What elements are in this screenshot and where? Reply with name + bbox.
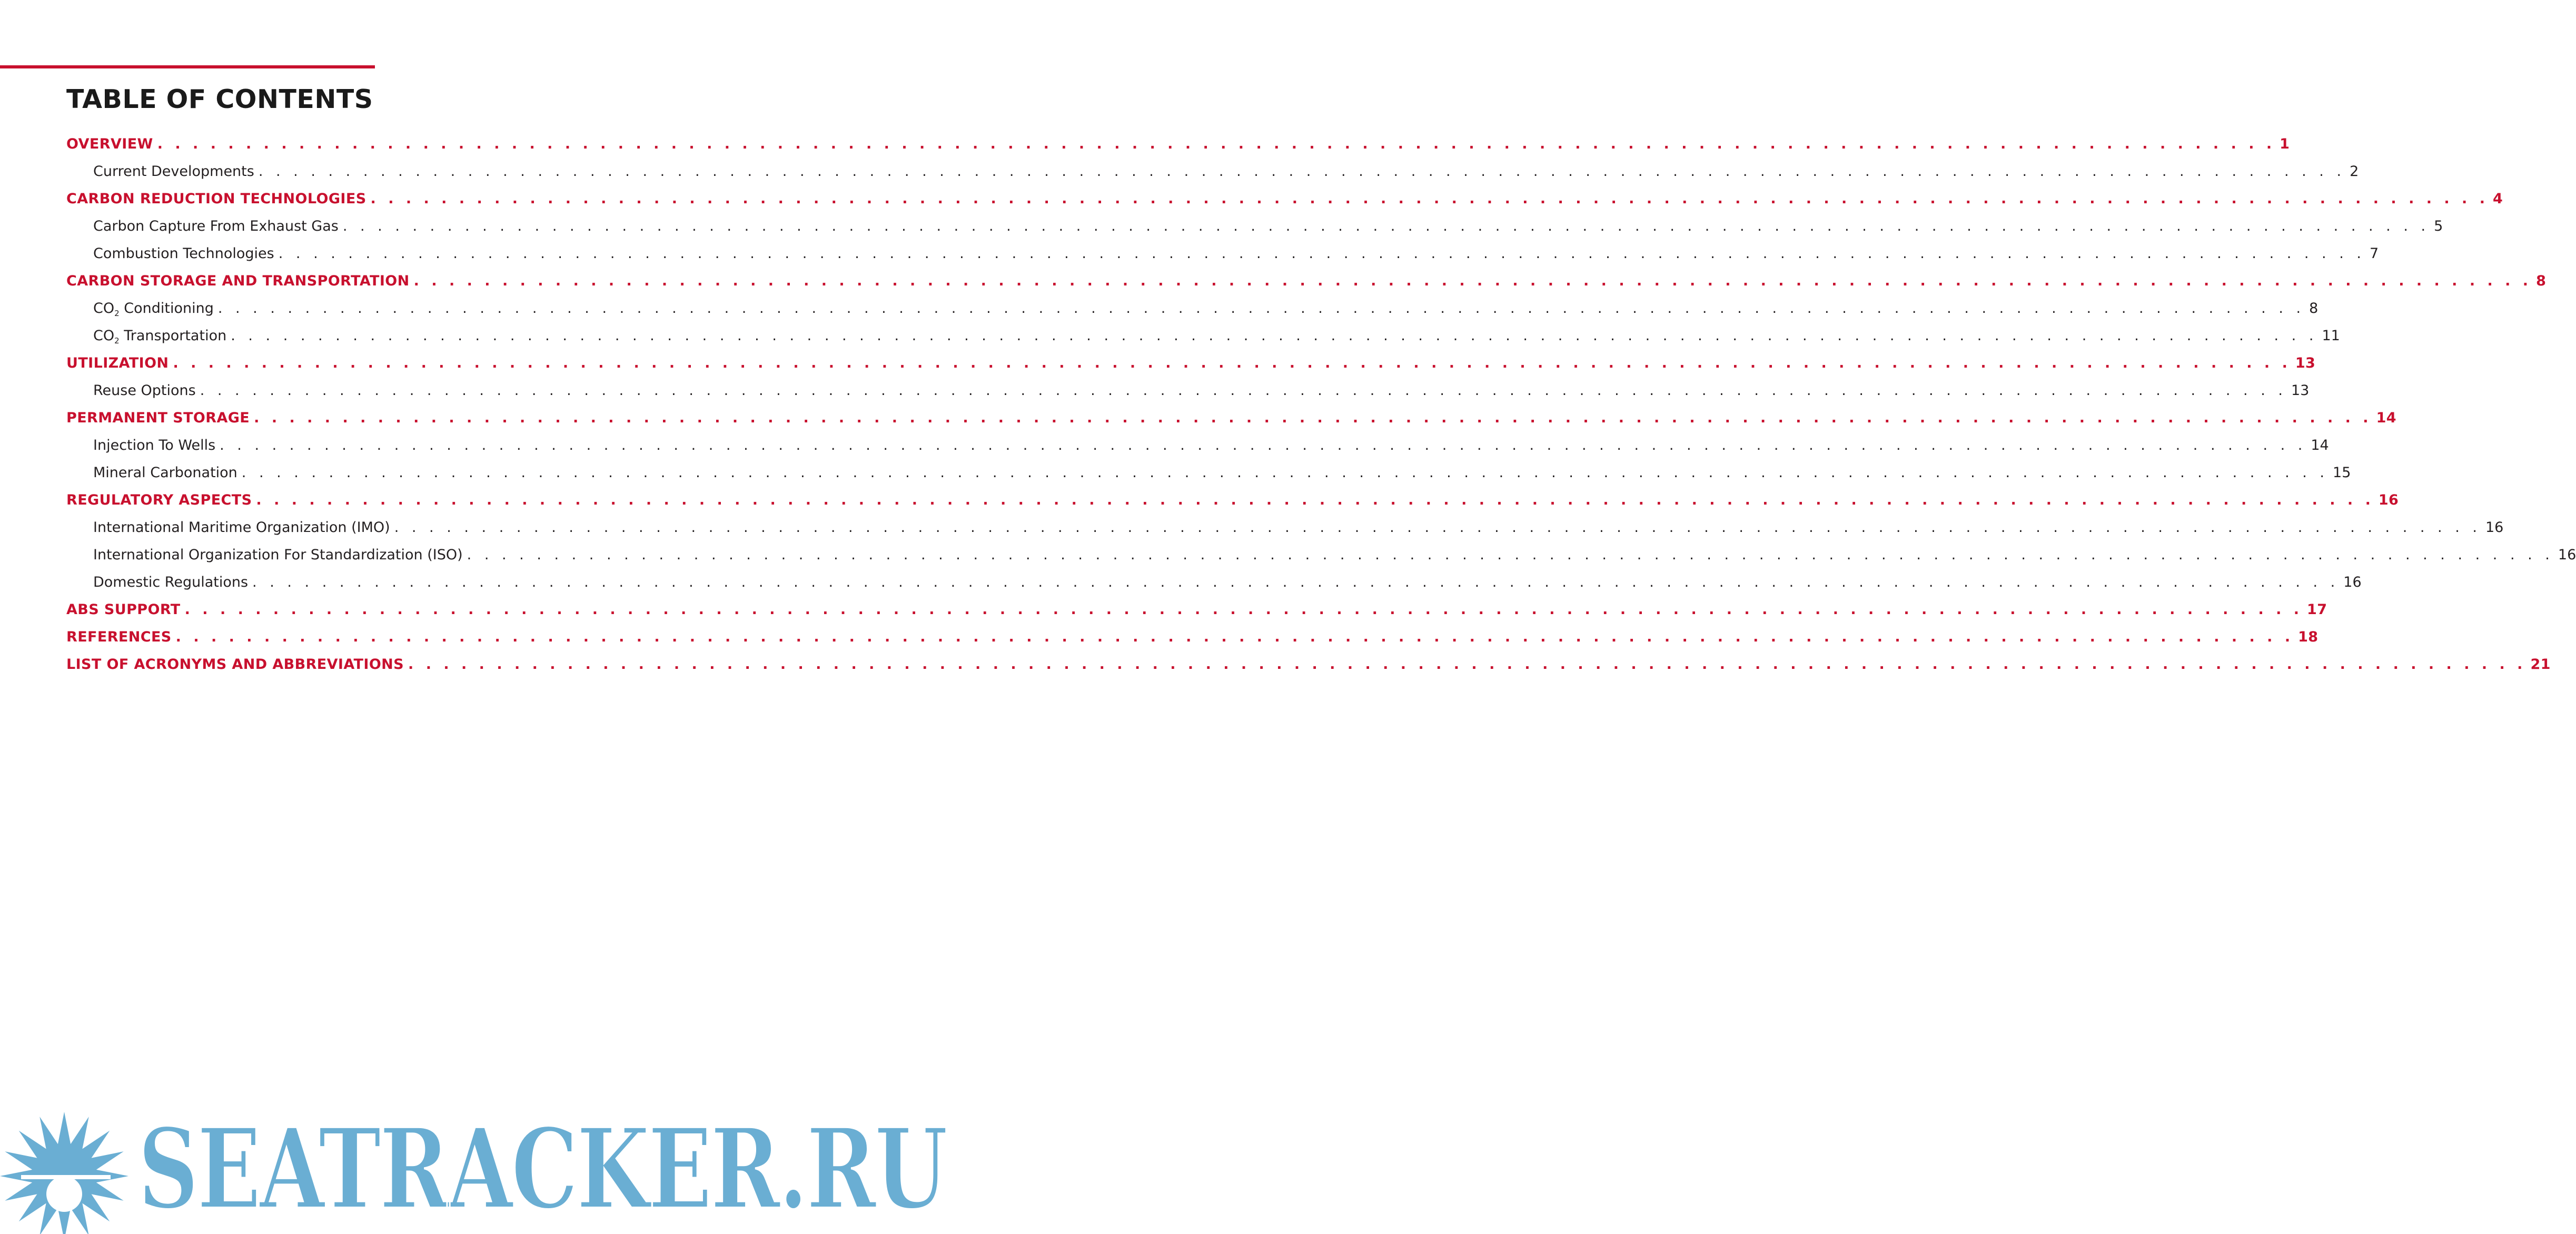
page-title: TABLE OF CONTENTS bbox=[66, 84, 373, 114]
toc-page-number: 11 bbox=[2322, 328, 2340, 344]
toc-page-number: 17 bbox=[2307, 601, 2327, 618]
toc-entry-label-subscript: 2 bbox=[114, 336, 120, 345]
toc-dot-leader: . . . . . . . . . . . . . . . . . . . . . . . . . . . . . . . . . . . . . . . . . . . . . . . . . . . . . . . . . . . . . . . . . . . . . . . . . . . . . . . . . . . . . . . . . . . . . . . . . . . . . . . . . . . . . . . . . . . . . . . . bbox=[173, 355, 2291, 371]
toc-entry-label: Carbon Capture From Exhaust Gas bbox=[93, 218, 339, 234]
toc-entry-label-suffix: Transportation bbox=[119, 328, 227, 344]
toc-section-entry[interactable] bbox=[66, 350, 2316, 377]
toc-dot-leader: . . . . . . . . . . . . . . . . . . . . . . . . . . . . . . . . . . . . . . . . . . . . . . . . . . . . . . . . . . . . . . . . . . . . . . . . . . . . . . . . . . . . . . . . . . . . . . . . . . . . . . . . . . . . . . . . . . . . . . . . bbox=[370, 191, 2489, 207]
toc-dot-leader: . . . . . . . . . . . . . . . . . . . . . . . . . . . . . . . . . . . . . . . . . . . . . . . . . . . . . . . . . . . . . . . . . . . . . . . . . . . . . . . . . . . . . . . . . . . . . . . . . . . . . . . . . . . . . . . . . . . . . . . . bbox=[175, 629, 2294, 645]
toc-entry-label: PERMANENT STORAGE bbox=[66, 410, 250, 426]
toc-section-entry[interactable] bbox=[66, 651, 2551, 678]
toc-page-number: 1 bbox=[2280, 136, 2290, 152]
toc-entry-label: CARBON STORAGE AND TRANSPORTATION bbox=[66, 273, 410, 289]
toc-dot-leader: . . . . . . . . . . . . . . . . . . . . . . . . . . . . . . . . . . . . . . . . . . . . . . . . . . . . . . . . . . . . . . . . . . . . . . . . . . . . . . . . . . . . . . . . . . . . . . . . . . . . . . . . . . . . . . . . . . . . . . . . bbox=[252, 574, 2340, 590]
toc-dot-leader: . . . . . . . . . . . . . . . . . . . . . . . . . . . . . . . . . . . . . . . . . . . . . . . . . . . . . . . . . . . . . . . . . . . . . . . . . . . . . . . . . . . . . . . . . . . . . . . . . . . . . . . . . . . . . . . . . . . . . . . . bbox=[231, 328, 2318, 344]
toc-subsection-entry[interactable] bbox=[66, 377, 2310, 404]
toc-page-number: 21 bbox=[2530, 656, 2551, 673]
toc-dot-leader: . . . . . . . . . . . . . . . . . . . . . . . . . . . . . . . . . . . . . . . . . . . . . . . . . . . . . . . . . . . . . . . . . . . . . . . . . . . . . . . . . . . . . . . . . . . . . . . . . . . . . . . . . . . . . . . . . . . . . . . . bbox=[278, 245, 2365, 262]
toc-section-entry[interactable] bbox=[66, 185, 2503, 213]
toc-entry-label-prefix: CO bbox=[93, 300, 115, 317]
toc-section-entry[interactable] bbox=[66, 268, 2547, 295]
sun-icon bbox=[0, 1105, 136, 1232]
toc-dot-leader: . . . . . . . . . . . . . . . . . . . . . . . . . . . . . . . . . . . . . . . . . . . . . . . . . . . . . . . . . . . . . . . . . . . . . . . . . . . . . . . . . . . . . . . . . . . . . . . . . . . . . . . . . . . . . . . . . . . . . . . . bbox=[258, 163, 2346, 180]
toc-dot-leader: . . . . . . . . . . . . . . . . . . . . . . . . . . . . . . . . . . . . . . . . . . . . . . . . . . . . . . . . . . . . . . . . . . . . . . . . . . . . . . . . . . . . . . . . . . . . . . . . . . . . . . . . . . . . . . . . . . . . . . . . bbox=[220, 437, 2307, 453]
toc-subsection-entry[interactable] bbox=[66, 213, 2443, 240]
toc-section-entry[interactable] bbox=[66, 624, 2319, 651]
toc-page-number: 13 bbox=[2291, 382, 2310, 399]
toc-subsection-entry[interactable] bbox=[66, 569, 2362, 596]
toc-section-entry[interactable] bbox=[66, 487, 2399, 514]
toc-entry-label: International Maritime Organization (IMO) bbox=[93, 519, 390, 536]
toc-page-number: 8 bbox=[2536, 273, 2547, 289]
toc-dot-leader: . . . . . . . . . . . . . . . . . . . . . . . . . . . . . . . . . . . . . . . . . . . . . . . . . . . . . . . . . . . . . . . . . . . . . . . . . . . . . . . . . . . . . . . . . . . . . . . . . . . . . . . . . . . . . . . . . . . . . . . . bbox=[200, 382, 2287, 399]
toc-subsection-entry[interactable] bbox=[66, 240, 2379, 268]
toc-entry-label-subscript: 2 bbox=[114, 309, 120, 318]
toc-section-entry[interactable] bbox=[66, 404, 2396, 432]
toc-entry-label: Mineral Carbonation bbox=[93, 465, 237, 481]
toc-page-number: 2 bbox=[2350, 163, 2359, 180]
toc-subsection-entry[interactable] bbox=[66, 459, 2351, 487]
toc-dot-leader: . . . . . . . . . . . . . . . . . . . . . . . . . . . . . . . . . . . . . . . . . . . . . . . . . . . . . . . . . . . . . . . . . . . . . . . . . . . . . . . . . . . . . . . . . . . . . . . . . . . . . . . . . . . . . . . . . . . . . . . . bbox=[408, 656, 2527, 673]
toc-entry-label: Injection To Wells bbox=[93, 437, 216, 453]
toc-dot-leader: . . . . . . . . . . . . . . . . . . . . . . . . . . . . . . . . . . . . . . . . . . . . . . . . . . . . . . . . . . . . . . . . . . . . . . . . . . . . . . . . . . . . . . . . . . . . . . . . . . . . . . . . . . . . . . . . . . . . . . . . bbox=[217, 300, 2305, 317]
toc-page-number: 5 bbox=[2434, 218, 2443, 234]
toc-entry-label: REFERENCES bbox=[66, 629, 172, 645]
toc-dot-leader: . . . . . . . . . . . . . . . . . . . . . . . . . . . . . . . . . . . . . . . . . . . . . . . . . . . . . . . . . . . . . . . . . . . . . . . . . . . . . . . . . . . . . . . . . . . . . . . . . . . . . . . . . . . . . . . . . . . . . . . . bbox=[184, 601, 2303, 618]
toc-page-number: 14 bbox=[2376, 410, 2396, 426]
toc-dot-leader: . . . . . . . . . . . . . . . . . . . . . . . . . . . . . . . . . . . . . . . . . . . . . . . . . . . . . . . . . . . . . . . . . . . . . . . . . . . . . . . . . . . . . . . . . . . . . . . . . . . . . . . . . . . . . . . . . . . . . . . . bbox=[241, 465, 2329, 481]
toc-entry-label: OVERVIEW bbox=[66, 136, 153, 152]
toc-entry-label-suffix: Conditioning bbox=[119, 300, 214, 317]
toc-subsection-entry[interactable] bbox=[66, 322, 2340, 350]
toc-entry-label-prefix: CO bbox=[93, 328, 115, 344]
toc-entry-label: CARBON REDUCTION TECHNOLOGIES bbox=[66, 191, 366, 207]
toc-page-number: 18 bbox=[2298, 629, 2319, 645]
toc-subsection-entry[interactable] bbox=[66, 541, 2576, 569]
toc-dot-leader: . . . . . . . . . . . . . . . . . . . . . . . . . . . . . . . . . . . . . . . . . . . . . . . . . . . . . . . . . . . . . . . . . . . . . . . . . . . . . . . . . . . . . . . . . . . . . . . . . . . . . . . . . . . . . . . . . . . . . . . . bbox=[394, 519, 2481, 536]
toc-dot-leader: . . . . . . . . . . . . . . . . . . . . . . . . . . . . . . . . . . . . . . . . . . . . . . . . . . . . . . . . . . . . . . . . . . . . . . . . . . . . . . . . . . . . . . . . . . . . . . . . . . . . . . . . . . . . . . . . . . . . . . . . bbox=[467, 547, 2554, 563]
toc-entry-label: International Organization For Standardization (ISO) bbox=[93, 547, 463, 563]
watermark-text: SEATRACKER.RU bbox=[138, 1104, 947, 1234]
toc-subsection-entry[interactable] bbox=[66, 432, 2329, 459]
toc-page-number: 15 bbox=[2333, 465, 2351, 481]
table-of-contents bbox=[66, 131, 2576, 678]
toc-page-number: 16 bbox=[2343, 574, 2362, 590]
toc-page-number: 14 bbox=[2311, 437, 2329, 453]
toc-section-entry[interactable] bbox=[66, 131, 2290, 158]
toc-entry-label: Current Developments bbox=[93, 163, 254, 180]
toc-page-number: 16 bbox=[2485, 519, 2504, 536]
toc-dot-leader: . . . . . . . . . . . . . . . . . . . . . . . . . . . . . . . . . . . . . . . . . . . . . . . . . . . . . . . . . . . . . . . . . . . . . . . . . . . . . . . . . . . . . . . . . . . . . . . . . . . . . . . . . . . . . . . . . . . . . . . . bbox=[256, 492, 2374, 508]
toc-page-number: 8 bbox=[2309, 300, 2319, 317]
toc-entry-label: UTILIZATION bbox=[66, 355, 169, 371]
toc-dot-leader: . . . . . . . . . . . . . . . . . . . . . . . . . . . . . . . . . . . . . . . . . . . . . . . . . . . . . . . . . . . . . . . . . . . . . . . . . . . . . . . . . . . . . . . . . . . . . . . . . . . . . . . . . . . . . . . . . . . . . . . . bbox=[157, 136, 2276, 152]
toc-page-number: 16 bbox=[2378, 492, 2399, 508]
toc-page-number: 16 bbox=[2558, 547, 2576, 563]
toc-page-number: 13 bbox=[2295, 355, 2316, 371]
toc-section-entry[interactable] bbox=[66, 596, 2327, 624]
toc-dot-leader: . . . . . . . . . . . . . . . . . . . . . . . . . . . . . . . . . . . . . . . . . . . . . . . . . . . . . . . . . . . . . . . . . . . . . . . . . . . . . . . . . . . . . . . . . . . . . . . . . . . . . . . . . . . . . . . . . . . . . . . . bbox=[413, 273, 2532, 289]
toc-entry-label: Reuse Options bbox=[93, 382, 196, 399]
toc-dot-leader: . . . . . . . . . . . . . . . . . . . . . . . . . . . . . . . . . . . . . . . . . . . . . . . . . . . . . . . . . . . . . . . . . . . . . . . . . . . . . . . . . . . . . . . . . . . . . . . . . . . . . . . . . . . . . . . . . . . . . . . . bbox=[254, 410, 2372, 426]
toc-entry-label: Combustion Technologies bbox=[93, 245, 274, 262]
toc-subsection-entry[interactable] bbox=[66, 295, 2319, 322]
toc-entry-label: LIST OF ACRONYMS AND ABBREVIATIONS bbox=[66, 656, 404, 673]
toc-subsection-entry[interactable] bbox=[66, 514, 2504, 541]
toc-page-number: 7 bbox=[2369, 245, 2379, 262]
watermark bbox=[0, 1104, 947, 1234]
toc-entry-label: ABS SUPPORT bbox=[66, 601, 181, 618]
toc-entry-label: Domestic Regulations bbox=[93, 574, 249, 590]
toc-subsection-entry[interactable] bbox=[66, 158, 2359, 185]
top-rule bbox=[0, 65, 375, 68]
toc-page-number: 4 bbox=[2492, 191, 2503, 207]
toc-dot-leader: . . . . . . . . . . . . . . . . . . . . . . . . . . . . . . . . . . . . . . . . . . . . . . . . . . . . . . . . . . . . . . . . . . . . . . . . . . . . . . . . . . . . . . . . . . . . . . . . . . . . . . . . . . . . . . . . . . . . . . . . bbox=[342, 218, 2430, 234]
toc-entry-label: REGULATORY ASPECTS bbox=[66, 492, 252, 508]
